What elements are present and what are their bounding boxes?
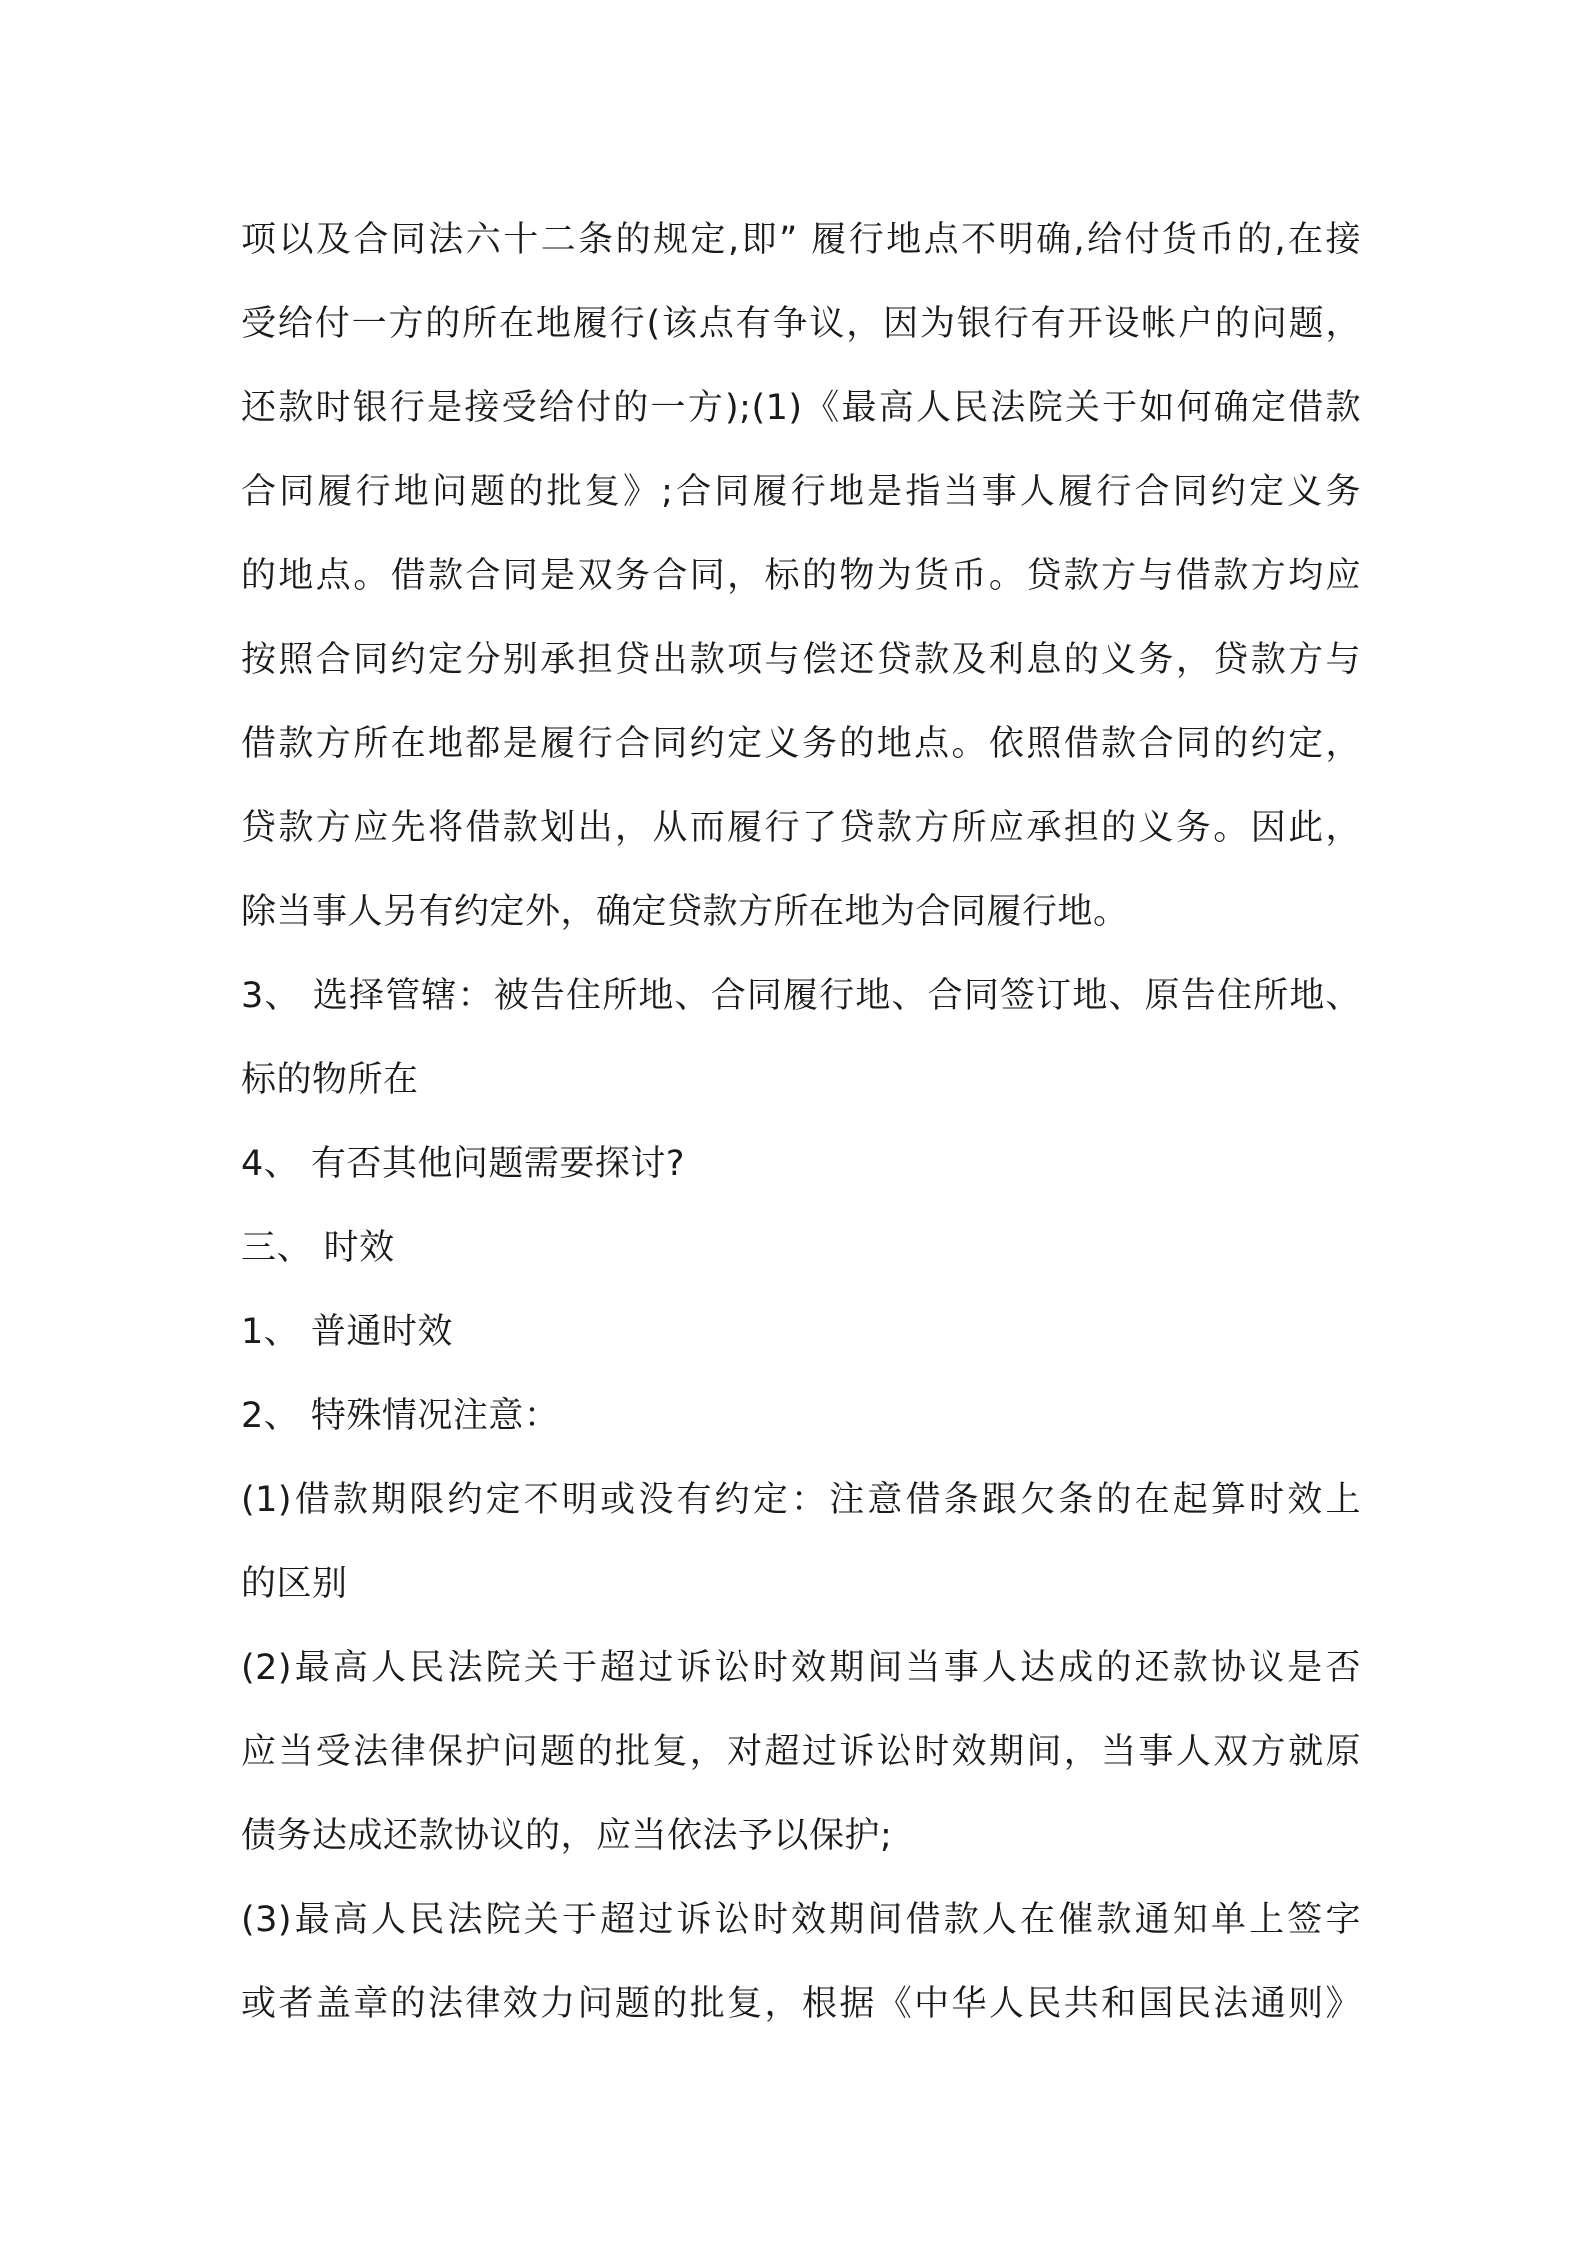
list-item-1: 1、 普通时效 [241,1312,453,1352]
section-heading: 三、 时效 [241,1228,395,1268]
document-body [241,198,1361,2046]
text-line: 债务达成还款协议的，应当依法予以保护; [241,1816,893,1856]
text-line: 受给付一方的所在地履行(该点有争议，因为银行有开设帐户的问题， [241,304,1361,344]
text-line: 借款方所在地都是履行合同约定义务的地点。依照借款合同的约定， [241,724,1361,764]
text-line: 贷款方应先将借款划出，从而履行了贷款方所应承担的义务。因此， [241,808,1361,848]
list-item-2: 2、 特殊情况注意： [241,1396,560,1436]
text-line: 标的物所在 [241,1060,419,1100]
text-line: 除当事人另有约定外，确定贷款方所在地为合同履行地。 [241,892,1129,932]
text-line: 或者盖章的法律效力问题的批复，根据《中华人民共和国民法通则》 [241,1984,1361,2024]
text-line: 合同履行地问题的批复》;合同履行地是指当事人履行合同约定义务 [241,472,1361,512]
list-item-3: 3、 选择管辖：被告住所地、合同履行地、合同签订地、原告住所地、 [241,976,1361,1016]
text-line: 按照合同约定分别承担贷出款项与偿还贷款及利息的义务，贷款方与 [241,640,1361,680]
list-item-4: 4、 有否其他问题需要探讨? [241,1144,685,1184]
text-line: (1)借款期限约定不明或没有约定：注意借条跟欠条的在起算时效上 [241,1480,1361,1520]
text-line: 还款时银行是接受给付的一方);(1)《最高人民法院关于如何确定借款 [241,388,1361,428]
text-line: (2)最高人民法院关于超过诉讼时效期间当事人达成的还款协议是否 [241,1648,1361,1688]
text-line: 的区别 [241,1564,348,1604]
text-line: 应当受法律保护问题的批复，对超过诉讼时效期间，当事人双方就原 [241,1732,1361,1772]
text-line: 项以及合同法六十二条的规定,即” 履行地点不明确,给付货币的,在接 [241,220,1361,260]
text-line: (3)最高人民法院关于超过诉讼时效期间借款人在催款通知单上签字 [241,1900,1361,1940]
text-line: 的地点。借款合同是双务合同，标的物为货币。贷款方与借款方均应 [241,556,1361,596]
